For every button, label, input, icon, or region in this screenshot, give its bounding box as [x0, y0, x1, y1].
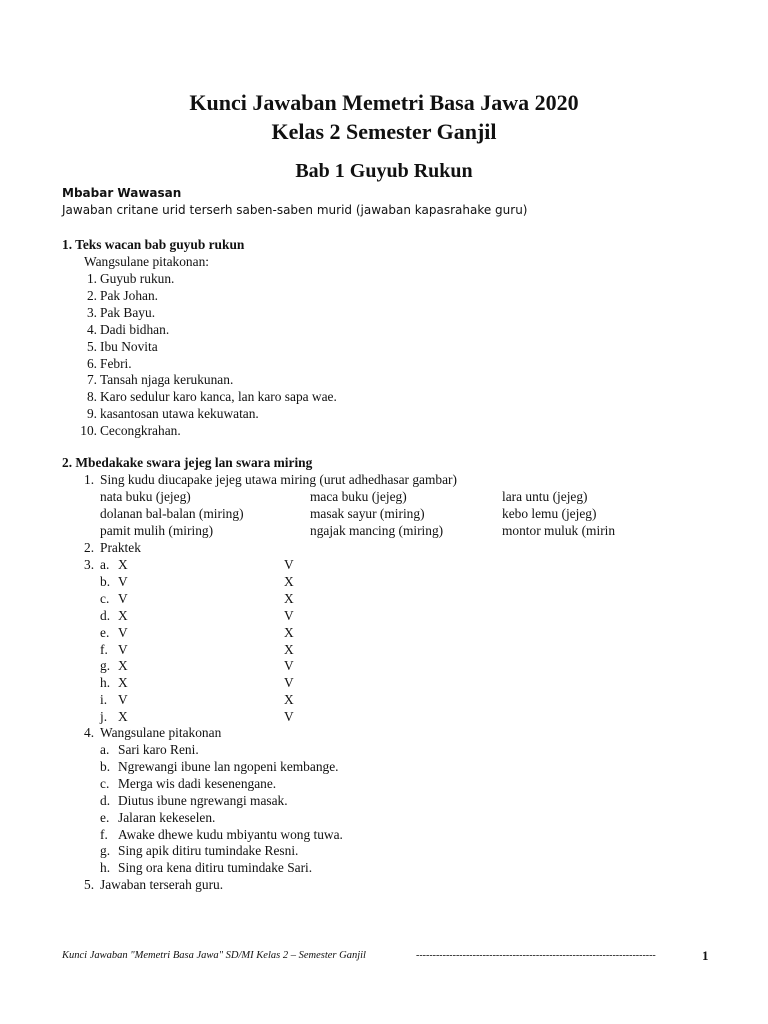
- grid-cell: kebo lemu (jejeg): [502, 506, 597, 521]
- list-item-number: 3.: [86, 304, 97, 320]
- xv-col2: X: [284, 692, 294, 708]
- grid-cell: masak sayur (miring): [310, 506, 425, 521]
- xv-col2: X: [284, 573, 294, 589]
- answer-letter: c.: [100, 775, 110, 791]
- s2-item4-text: Wangsulane pitakonan: [100, 725, 222, 740]
- xv-col1: X: [118, 658, 128, 674]
- xv-row-letter: g.: [100, 658, 111, 674]
- list-item: Febri.: [100, 355, 132, 371]
- grid-cell: nata buku (jejeg): [100, 489, 191, 504]
- xv-col2: X: [284, 590, 294, 606]
- grid-cell: ngajak mancing (miring): [310, 523, 444, 538]
- list-item-number: 2.: [86, 287, 97, 303]
- xv-col1: V: [118, 641, 128, 657]
- intro-heading: Mbabar Wawasan: [62, 186, 182, 200]
- grid-cell: pamit mulih (miring): [100, 523, 214, 538]
- intro-text: Jawaban critane urid terserh saben-saben murid (jawaban kapasrahake guru): [62, 203, 528, 217]
- xv-row-letter: d.: [100, 607, 111, 623]
- s2-item4-num: 4.: [84, 725, 95, 740]
- section1-heading: 1. Teks wacan bab guyub rukun: [62, 237, 245, 252]
- xv-col1: X: [118, 607, 128, 623]
- answer-letter: g.: [100, 843, 111, 859]
- answer-letter: f.: [100, 826, 108, 842]
- xv-col1: X: [118, 675, 128, 691]
- list-item: Karo sedulur karo kanca, lan karo sapa wae.: [100, 389, 337, 405]
- answer-letter: d.: [100, 792, 111, 808]
- xv-row-letter: a.: [100, 557, 110, 572]
- document-subtitle: Kelas 2 Semester Ganjil: [271, 119, 497, 144]
- answer-item: Jalaran kekeselen.: [118, 809, 216, 825]
- xv-col1: V: [118, 624, 128, 640]
- list-item-number: 4.: [86, 321, 97, 337]
- xv-col1: V: [118, 692, 128, 708]
- answer-item: Diutus ibune ngrewangi masak.: [118, 792, 288, 808]
- answer-item: Sing ora kena ditiru tumindake Sari.: [118, 860, 313, 876]
- s2-item2-num: 2.: [84, 540, 95, 555]
- footer-text: Kunci Jawaban "Memetri Basa Jawa" SD/MI Kelas 2 – Semester Ganjil: [62, 950, 366, 961]
- s2-item2-text: Praktek: [100, 540, 141, 555]
- xv-row-letter: b.: [100, 573, 111, 589]
- grid-cell: maca buku (jejeg): [310, 489, 407, 504]
- list-item: kasantosan utawa kekuwatan.: [100, 406, 259, 422]
- list-item: Pak Johan.: [100, 287, 159, 303]
- xv-col1: X: [118, 709, 128, 725]
- grid-cell: lara untu (jejeg): [502, 489, 588, 504]
- list-item-number: 1.: [86, 271, 97, 286]
- answer-item: Sari karo Reni.: [118, 742, 199, 757]
- section1-lead: Wangsulane pitakonan:: [84, 254, 209, 269]
- list-item: Dadi bidhan.: [100, 321, 170, 337]
- answer-letter: e.: [100, 809, 110, 825]
- xv-col2: V: [284, 607, 294, 623]
- s2-item3-num: 3.: [84, 557, 95, 572]
- s2-item5-text: Jawaban terserah guru.: [100, 877, 224, 892]
- xv-col2: V: [284, 557, 294, 572]
- list-item-number: 8.: [86, 389, 97, 405]
- s2-item5-num: 5.: [84, 877, 95, 892]
- list-item: Ibu Novita: [100, 338, 158, 354]
- answer-item: Sing apik ditiru tumindake Resni.: [118, 843, 299, 859]
- xv-col2: X: [284, 624, 294, 640]
- s2-item1-text: Sing kudu diucapake jejeg utawa miring (urut adhedhasar gambar): [100, 472, 457, 487]
- xv-row-letter: i.: [100, 692, 108, 708]
- grid-cell: dolanan bal-balan (miring): [100, 506, 244, 521]
- xv-col2: X: [284, 641, 294, 657]
- list-item: Pak Bayu.: [100, 304, 156, 320]
- list-item: Tansah njaga kerukunan.: [100, 372, 234, 388]
- footer-dashes: ------------------------------------------------------------------------: [416, 950, 656, 961]
- s2-item1-num: 1.: [84, 472, 95, 487]
- document-title: Kunci Jawaban Memetri Basa Jawa 2020: [189, 90, 579, 115]
- xv-row-letter: c.: [100, 590, 110, 606]
- grid-cell: montor muluk (mirin: [502, 523, 616, 538]
- answer-item: Merga wis dadi kesenengane.: [118, 775, 277, 791]
- page-number: 1: [702, 948, 709, 963]
- xv-row-letter: f.: [100, 641, 108, 657]
- xv-col1: V: [118, 573, 128, 589]
- xv-col2: V: [284, 709, 294, 725]
- xv-row-letter: h.: [100, 675, 111, 691]
- xv-col2: V: [284, 658, 294, 674]
- list-item-number: 6.: [86, 355, 97, 371]
- answer-letter: h.: [100, 860, 111, 876]
- xv-col1: V: [118, 590, 128, 606]
- section2-heading: 2. Mbedakake swara jejeg lan swara miring: [62, 455, 313, 470]
- list-item-number: 9.: [86, 406, 97, 422]
- xv-col1: X: [118, 557, 128, 572]
- answer-letter: a.: [100, 742, 110, 757]
- list-item: Cecongkrahan.: [100, 423, 181, 439]
- list-item: Guyub rukun.: [100, 271, 175, 286]
- xv-row-letter: j.: [100, 709, 108, 725]
- xv-col2: V: [284, 675, 294, 691]
- xv-row-letter: e.: [100, 624, 110, 640]
- answer-item: Ngrewangi ibune lan ngopeni kembange.: [118, 758, 339, 774]
- list-item-number: 10.: [80, 423, 97, 439]
- answer-letter: b.: [100, 758, 111, 774]
- list-item-number: 5.: [86, 338, 97, 354]
- list-item-number: 7.: [86, 372, 97, 388]
- chapter-title: Bab 1 Guyub Rukun: [295, 160, 473, 182]
- answer-item: Awake dhewe kudu mbiyantu wong tuwa.: [118, 826, 343, 842]
